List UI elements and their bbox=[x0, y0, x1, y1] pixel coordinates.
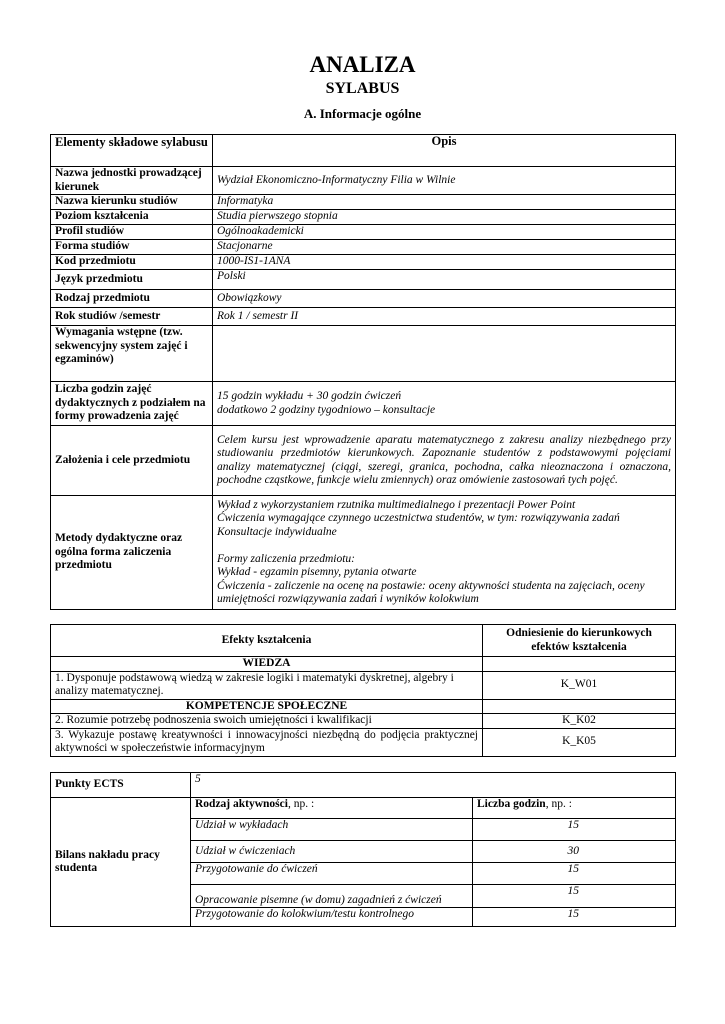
info-row bbox=[51, 240, 676, 255]
activity-name: Udział w wykładach bbox=[191, 819, 473, 841]
col-header-reference: Odniesienie do kierunkowych efektów kształcenia bbox=[483, 625, 676, 657]
info-value: Stacjonarne bbox=[213, 240, 676, 255]
info-row bbox=[51, 210, 676, 225]
info-label: Poziom kształcenia bbox=[51, 210, 213, 225]
section-knowledge: WIEDZA bbox=[51, 657, 483, 672]
empty-cell bbox=[483, 699, 676, 714]
info-label: Nazwa kierunku studiów bbox=[51, 195, 213, 210]
activity-hours: 15 bbox=[473, 863, 676, 885]
info-row bbox=[51, 308, 676, 326]
outcome-text: 1. Dysponuje podstawową wiedzą w zakresie logiki i matematyki dyskretnej, algebry i analizy matematycznej. bbox=[51, 671, 483, 699]
outcome-row bbox=[51, 671, 676, 699]
info-row bbox=[51, 255, 676, 270]
info-label: Założenia i cele przedmiotu bbox=[51, 426, 213, 496]
info-row bbox=[51, 290, 676, 308]
activity-name: Opracowanie pisemne (w domu) zagadnień z ćwiczeń bbox=[191, 885, 473, 908]
col-header-elements: Elementy składowe sylabusu bbox=[51, 135, 213, 167]
info-label: Forma studiów bbox=[51, 240, 213, 255]
ects-table bbox=[50, 772, 676, 927]
workload-balance-label: Bilans nakładu pracy studenta bbox=[51, 798, 191, 927]
info-label: Profil studiów bbox=[51, 225, 213, 240]
learning-outcomes-table bbox=[50, 624, 676, 757]
outcome-row bbox=[51, 714, 676, 729]
info-value: Informatyka bbox=[213, 195, 676, 210]
info-value: Wykład z wykorzystaniem rzutnika multimedialnego i prezentacji Power Point Ćwiczenia wymagające czynnego uczestnictwa studentów, w tym: rozwiązywania zadań Konsultacje indywidualne Formy zaliczenia przedmiotu: Wykład - egzamin pisemny, pytania otwarte Ćwiczenia - zaliczenie na ocenę na postawie: oceny aktywności studenta na zajęciach, oceny umiejętności rozwiązywania zadań i wyników kolokwium bbox=[213, 496, 676, 610]
empty-cell bbox=[483, 657, 676, 672]
info-label: Wymagania wstępne (tzw. sekwencyjny system zajęć i egzaminów) bbox=[51, 326, 213, 382]
info-row bbox=[51, 426, 676, 496]
ects-label: Punkty ECTS bbox=[51, 773, 191, 798]
info-label: Język przedmiotu bbox=[51, 270, 213, 290]
info-row bbox=[51, 326, 676, 382]
info-label: Rodzaj przedmiotu bbox=[51, 290, 213, 308]
section-social-competence: KOMPETENCJE SPOŁECZNE bbox=[51, 699, 483, 714]
info-value: Ogólnoakademicki bbox=[213, 225, 676, 240]
document-subtitle: SYLABUS bbox=[325, 80, 400, 97]
info-label: Nazwa jednostki prowadzącej kierunek bbox=[51, 167, 213, 195]
col-header-activity: Rodzaj aktywności, np. : bbox=[191, 798, 473, 819]
info-value: Obowiązkowy bbox=[213, 290, 676, 308]
outcome-row bbox=[51, 728, 676, 756]
col-header-effects: Efekty kształcenia bbox=[51, 625, 483, 657]
activity-name: Udział w ćwiczeniach bbox=[191, 841, 473, 863]
outcome-text: 2. Rozumie potrzebę podnoszenia swoich umiejętności i kwalifikacji bbox=[51, 714, 483, 729]
info-row bbox=[51, 195, 676, 210]
activity-name: Przygotowanie do kolokwium/testu kontrolnego bbox=[191, 908, 473, 927]
activity-name: Przygotowanie do ćwiczeń bbox=[191, 863, 473, 885]
outcome-text: 3. Wykazuje postawę kreatywności i innowacyjności niezbędną do podjęcia praktycznej aktywności w społeczeństwie informacyjnym bbox=[51, 728, 483, 756]
info-value: Studia pierwszego stopnia bbox=[213, 210, 676, 225]
col-header-hours: Liczba godzin, np. : bbox=[473, 798, 676, 819]
info-row bbox=[51, 167, 676, 195]
info-label: Liczba godzin zajęć dydaktycznych z podziałem na formy prowadzenia zajęć bbox=[51, 382, 213, 426]
info-value: Polski bbox=[213, 270, 676, 290]
info-row bbox=[51, 382, 676, 426]
activity-hours: 15 bbox=[473, 819, 676, 841]
info-row bbox=[51, 270, 676, 290]
ects-value: 5 bbox=[191, 773, 676, 798]
outcome-code: K_K02 bbox=[483, 714, 676, 729]
info-value bbox=[213, 326, 676, 382]
activity-hours: 15 bbox=[473, 908, 676, 927]
activity-hours: 15 bbox=[473, 885, 676, 908]
info-label: Rok studiów /semestr bbox=[51, 308, 213, 326]
info-value: Rok 1 / semestr II bbox=[213, 308, 676, 326]
activity-hours: 30 bbox=[473, 841, 676, 863]
info-label: Metody dydaktyczne oraz ogólna forma zaliczenia przedmiotu bbox=[51, 496, 213, 610]
info-value: 15 godzin wykładu + 30 godzin ćwiczeń dodatkowo 2 godziny tygodniowo – konsultacje bbox=[213, 382, 676, 426]
outcome-code: K_W01 bbox=[483, 671, 676, 699]
info-value: 1000-IS1-1ANA bbox=[213, 255, 676, 270]
document-title: ANALIZA bbox=[309, 52, 416, 77]
info-row bbox=[51, 496, 676, 610]
info-label: Kod przedmiotu bbox=[51, 255, 213, 270]
info-value: Celem kursu jest wprowadzenie aparatu matematycznego z zakresu analizy niezbędnego przy studiowaniu przedmiotów kierunkowych. Zapoznanie studentów z podstawowymi pojęciami analizy matematycznej (ciągi, szeregi, granica, pochodna, całka nieoznaczona i oznaczona, pochodne cząstkowe, funkcje wielu zmiennych) oraz omówienie zastosowań tych pojęć. bbox=[213, 426, 676, 496]
outcome-code: K_K05 bbox=[483, 728, 676, 756]
info-row bbox=[51, 225, 676, 240]
general-info-table bbox=[50, 134, 676, 610]
info-value: Wydział Ekonomiczno-Informatyczny Filia w Wilnie bbox=[213, 167, 676, 195]
section-heading: A. Informacje ogólne bbox=[303, 106, 422, 121]
col-header-description: Opis bbox=[213, 135, 676, 167]
